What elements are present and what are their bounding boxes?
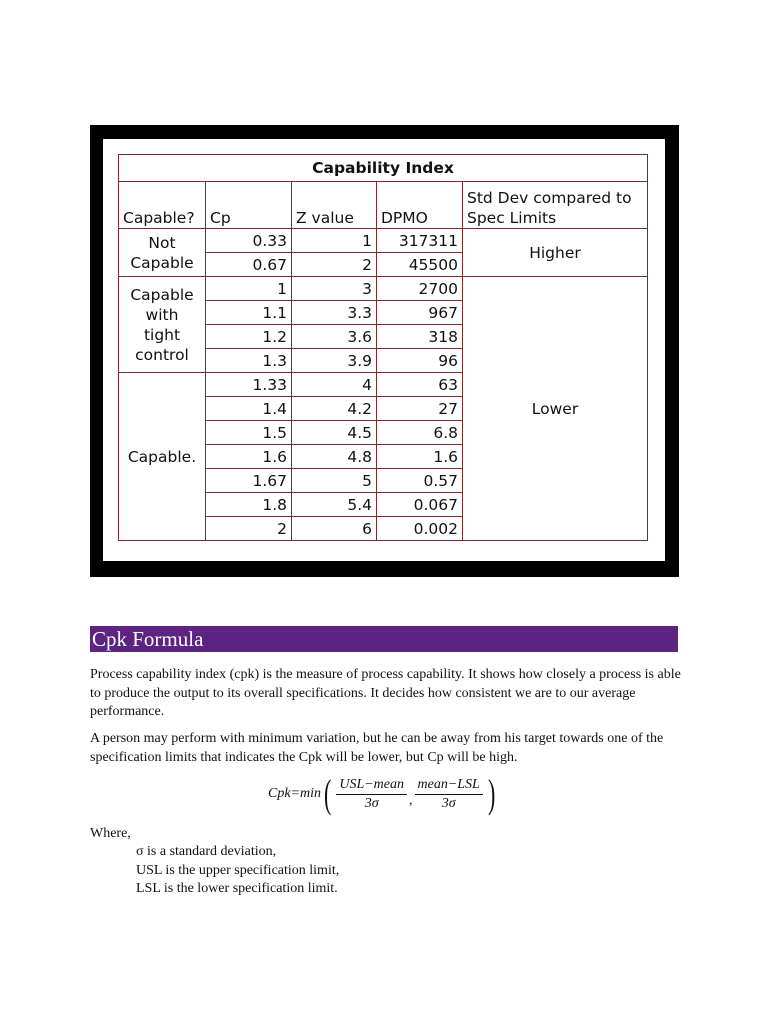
group-capable: Capable. [119,373,206,541]
group-label: Capable [130,253,194,272]
cell-dpmo: 0.002 [377,517,463,541]
cell-cp: 1.5 [206,421,292,445]
paragraph-cpk-definition: Process capability index (cpk) is the measure of process capability. It shows how closely a process is able to produce the output to its overall specifications. It decides how consistent we are to our average performance. [90,667,681,719]
cell-z: 3.3 [292,301,377,325]
where-label: Where, [90,826,131,841]
table-row [119,277,648,301]
cell-z: 5 [292,469,377,493]
table-title: Capability Index [119,155,648,182]
cell-dpmo: 0.57 [377,469,463,493]
cell-cp: 1.4 [206,397,292,421]
cell-cp: 0.67 [206,253,292,277]
fraction-lower [415,776,483,813]
cell-cp: 1.8 [206,493,292,517]
fraction-upper [336,776,407,813]
cell-cp: 1.33 [206,373,292,397]
cell-dpmo: 27 [377,397,463,421]
cell-z: 4.8 [292,445,377,469]
table-image-background [103,139,665,561]
cell-z: 5.4 [292,493,377,517]
cell-cp: 1.6 [206,445,292,469]
header-capable: Capable? [119,182,206,229]
group-label: Capable [130,285,194,304]
cell-dpmo: 1.6 [377,445,463,469]
cell-cp: 0.33 [206,229,292,253]
cell-cp: 1 [206,277,292,301]
paragraph-cpk-explanation: A person may perform with minimum variation, but he can be away from his target towards one of the specification limits that indicates the Cpk will be lower, but Cp will be high. [90,731,664,765]
cell-z: 4.5 [292,421,377,445]
cell-dpmo: 2700 [377,277,463,301]
header-dpmo: DPMO [377,182,463,229]
cell-z: 4 [292,373,377,397]
table-row [119,229,648,253]
cell-dpmo: 0.067 [377,493,463,517]
fraction-numerator: USL−mean [336,776,407,795]
fraction-numerator: mean−LSL [415,776,483,795]
cell-dpmo: 63 [377,373,463,397]
group-capable-tight-control [119,277,206,373]
cell-cp: 1.2 [206,325,292,349]
cell-dpmo: 317311 [377,229,463,253]
definition-item: USL is the upper specification limit, [136,862,340,878]
capability-index-table [118,154,648,541]
fraction-denominator: 3σ [441,795,456,811]
definition-item: σ is a standard deviation, [136,844,277,859]
definitions-list [136,843,339,899]
group-label: control [135,345,189,364]
group-label: with [145,305,179,324]
cell-cp: 2 [206,517,292,541]
cell-dpmo: 45500 [377,253,463,277]
cell-cp: 1.3 [206,349,292,373]
cell-higher: Higher [463,229,648,277]
group-label: Not [148,233,176,252]
cell-z: 1 [292,229,377,253]
fraction-denominator: 3σ [364,795,379,811]
definition-item: LSL is the lower specification limit. [136,881,338,896]
left-paren: ( [323,771,332,816]
cell-dpmo: 96 [377,349,463,373]
section-heading: Cpk Formula [90,626,678,652]
cell-dpmo: 6.8 [377,421,463,445]
cell-cp: 1.1 [206,301,292,325]
cpk-formula [268,773,498,815]
group-not-capable [119,229,206,277]
cell-cp: 1.67 [206,469,292,493]
cell-z: 3.6 [292,325,377,349]
header-std-dev-line1: Std Dev compared to [467,189,632,207]
formula-separator: , [409,793,413,808]
cell-dpmo: 318 [377,325,463,349]
table-image-frame [90,125,679,577]
header-z-value: Z value [292,182,377,229]
cell-z: 4.2 [292,397,377,421]
header-std-dev-line2: Spec Limits [467,209,557,227]
right-paren: ) [487,771,496,816]
formula-lhs: Cpk=min [268,786,321,801]
cell-z: 2 [292,253,377,277]
cell-dpmo: 967 [377,301,463,325]
header-cp: Cp [206,182,292,229]
cell-z: 3 [292,277,377,301]
header-std-dev [463,182,648,229]
cell-z: 6 [292,517,377,541]
group-label: tight [143,325,181,344]
cell-z: 3.9 [292,349,377,373]
cell-lower: Lower [463,277,648,541]
